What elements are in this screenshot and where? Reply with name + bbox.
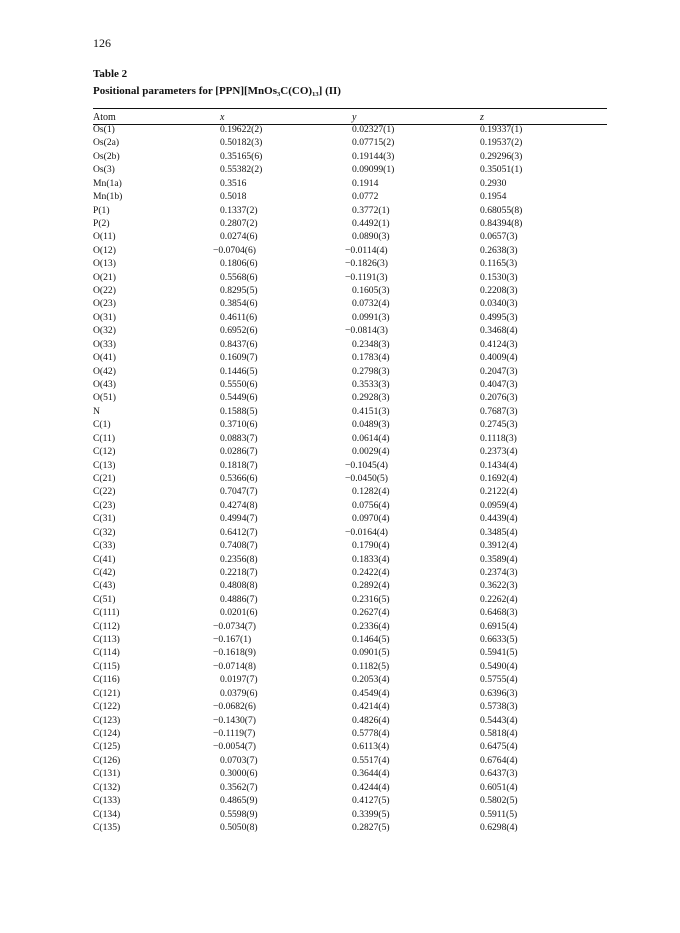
x-cell: 0.4994(7) bbox=[220, 513, 258, 525]
x-cell: 0.5366(6) bbox=[220, 472, 258, 484]
z-cell: 0.5755(4) bbox=[480, 674, 518, 686]
table-row bbox=[93, 257, 607, 270]
table-row bbox=[93, 579, 607, 592]
y-cell: 0.09099(1) bbox=[352, 164, 395, 176]
atom-cell: C(132) bbox=[93, 781, 121, 793]
x-cell: 0.55382(2) bbox=[220, 164, 263, 176]
x-cell: −0.0682(6) bbox=[213, 701, 256, 713]
z-cell: 0.7687(3) bbox=[480, 405, 518, 417]
atom-cell: C(31) bbox=[93, 513, 116, 525]
z-cell: 0.3622(3) bbox=[480, 580, 518, 592]
atom-cell: C(42) bbox=[93, 566, 116, 578]
atom-cell: C(21) bbox=[93, 472, 116, 484]
x-cell: 0.3854(6) bbox=[220, 298, 258, 310]
y-cell: −0.1045(4) bbox=[345, 459, 388, 471]
x-cell: 0.0883(7) bbox=[220, 432, 258, 444]
z-cell: 0.0657(3) bbox=[480, 231, 518, 243]
z-cell: 0.29296(3) bbox=[480, 150, 523, 162]
z-cell: 0.6468(3) bbox=[480, 607, 518, 619]
atom-cell: C(13) bbox=[93, 459, 116, 471]
x-cell: 0.3562(7) bbox=[220, 781, 258, 793]
y-cell: 0.4214(4) bbox=[352, 701, 390, 713]
table-row bbox=[93, 499, 607, 512]
atom-cell: N bbox=[93, 405, 100, 417]
x-cell: −0.0704(6) bbox=[213, 244, 256, 256]
table-label: Table 2 bbox=[93, 68, 128, 80]
atom-cell: C(113) bbox=[93, 634, 120, 646]
atom-cell: Os(2a) bbox=[93, 137, 120, 149]
y-cell: 0.2827(5) bbox=[352, 821, 390, 833]
y-cell: 0.4244(4) bbox=[352, 781, 390, 793]
table-row bbox=[93, 566, 607, 579]
z-cell: 0.1165(3) bbox=[480, 258, 518, 270]
x-cell: 0.5018 bbox=[220, 191, 247, 203]
table-row bbox=[93, 123, 607, 136]
y-cell: −0.1191(3) bbox=[345, 271, 388, 283]
atom-cell: C(124) bbox=[93, 727, 121, 739]
atom-cell: O(22) bbox=[93, 285, 116, 297]
atom-cell: C(114) bbox=[93, 647, 120, 659]
x-cell: 0.1609(7) bbox=[220, 352, 258, 364]
atom-cell: O(12) bbox=[93, 244, 116, 256]
atom-cell: Os(2b) bbox=[93, 150, 120, 162]
atom-cell: O(42) bbox=[93, 365, 116, 377]
table-row bbox=[93, 673, 607, 686]
table-row bbox=[93, 324, 607, 337]
x-cell: 0.4886(7) bbox=[220, 593, 258, 605]
z-cell: 0.84394(8) bbox=[480, 217, 523, 229]
atom-cell: C(41) bbox=[93, 553, 116, 565]
atom-cell: C(115) bbox=[93, 660, 120, 672]
x-cell: 0.5568(6) bbox=[220, 271, 258, 283]
z-cell: 0.5818(4) bbox=[480, 727, 518, 739]
table-row bbox=[93, 633, 607, 646]
x-cell: 0.1446(5) bbox=[220, 365, 258, 377]
y-cell: 0.3644(4) bbox=[352, 768, 390, 780]
z-cell: 0.2076(3) bbox=[480, 392, 518, 404]
x-cell: 0.8295(5) bbox=[220, 285, 258, 297]
x-cell: 0.0703(7) bbox=[220, 754, 258, 766]
z-cell: 0.1434(4) bbox=[480, 459, 518, 471]
x-cell: 0.3516 bbox=[220, 177, 247, 189]
y-cell: 0.6113(4) bbox=[352, 741, 390, 753]
table-header-row bbox=[93, 109, 607, 123]
x-cell: 0.5550(6) bbox=[220, 379, 258, 391]
y-cell: 0.0901(5) bbox=[352, 647, 390, 659]
x-cell: 0.4611(6) bbox=[220, 311, 258, 323]
y-cell: 0.07715(2) bbox=[352, 137, 395, 149]
y-cell: −0.0450(5) bbox=[345, 472, 388, 484]
x-cell: −0.1430(7) bbox=[213, 714, 256, 726]
table-row bbox=[93, 808, 607, 821]
x-cell: 0.0286(7) bbox=[220, 446, 258, 458]
y-cell: 0.4151(3) bbox=[352, 405, 390, 417]
atom-cell: C(111) bbox=[93, 607, 120, 619]
y-cell: 0.0772 bbox=[352, 191, 379, 203]
table-row bbox=[93, 432, 607, 445]
x-cell: 0.1337(2) bbox=[220, 204, 258, 216]
z-cell: 0.3485(4) bbox=[480, 526, 518, 538]
table-row bbox=[93, 445, 607, 458]
atom-cell: O(43) bbox=[93, 379, 116, 391]
x-cell: 0.50182(3) bbox=[220, 137, 263, 149]
table-row bbox=[93, 485, 607, 498]
atom-cell: C(135) bbox=[93, 821, 121, 833]
table-row bbox=[93, 781, 607, 794]
atom-cell: Os(1) bbox=[93, 124, 115, 135]
atom-cell: C(12) bbox=[93, 446, 116, 458]
y-cell: −0.1826(3) bbox=[345, 258, 388, 270]
y-cell: 0.0756(4) bbox=[352, 499, 390, 511]
z-cell: 0.2047(3) bbox=[480, 365, 518, 377]
x-cell: −0.1119(7) bbox=[213, 727, 256, 739]
table-row bbox=[93, 297, 607, 310]
z-cell: 0.2262(4) bbox=[480, 593, 518, 605]
y-cell: 0.3399(5) bbox=[352, 808, 390, 820]
y-cell: 0.1282(4) bbox=[352, 486, 390, 498]
atom-cell: C(133) bbox=[93, 795, 121, 807]
y-cell: −0.0164(4) bbox=[345, 526, 388, 538]
y-cell: 0.2798(3) bbox=[352, 365, 390, 377]
z-cell: 0.6475(4) bbox=[480, 741, 518, 753]
table-row bbox=[93, 512, 607, 525]
y-cell: 0.02327(1) bbox=[352, 124, 395, 135]
atom-cell: C(134) bbox=[93, 808, 121, 820]
table-row bbox=[93, 284, 607, 297]
column-header-atom: Atom bbox=[93, 112, 116, 123]
table-row bbox=[93, 553, 607, 566]
y-cell: 0.19144(3) bbox=[352, 150, 395, 162]
y-cell: 0.4826(4) bbox=[352, 714, 390, 726]
z-cell: 0.4995(3) bbox=[480, 311, 518, 323]
x-cell: 0.2807(2) bbox=[220, 217, 258, 229]
table-row bbox=[93, 472, 607, 485]
table-row bbox=[93, 177, 607, 190]
z-cell: 0.2374(3) bbox=[480, 566, 518, 578]
y-cell: 0.2892(4) bbox=[352, 580, 390, 592]
atom-cell: C(43) bbox=[93, 580, 116, 592]
x-cell: −0.167(1) bbox=[213, 634, 252, 646]
atom-cell: Mn(1a) bbox=[93, 177, 122, 189]
atom-cell: Mn(1b) bbox=[93, 191, 123, 203]
y-cell: 0.1833(4) bbox=[352, 553, 390, 565]
z-cell: 0.35051(1) bbox=[480, 164, 523, 176]
x-cell: 0.1588(5) bbox=[220, 405, 258, 417]
table-row bbox=[93, 418, 607, 431]
x-cell: 0.2218(7) bbox=[220, 566, 258, 578]
z-cell: 0.0340(3) bbox=[480, 298, 518, 310]
table-body bbox=[93, 123, 607, 834]
atom-cell: O(33) bbox=[93, 338, 116, 350]
z-cell: 0.2122(4) bbox=[480, 486, 518, 498]
y-cell: 0.0970(4) bbox=[352, 513, 390, 525]
x-cell: 0.0201(6) bbox=[220, 607, 258, 619]
y-cell: 0.2348(3) bbox=[352, 338, 390, 350]
y-cell: 0.1783(4) bbox=[352, 352, 390, 364]
atom-cell: C(32) bbox=[93, 526, 116, 538]
table-row bbox=[93, 378, 607, 391]
z-cell: 0.2745(3) bbox=[480, 419, 518, 431]
atom-cell: O(13) bbox=[93, 258, 116, 270]
y-cell: 0.1914 bbox=[352, 177, 379, 189]
y-cell: 0.4549(4) bbox=[352, 687, 390, 699]
y-cell: 0.2053(4) bbox=[352, 674, 390, 686]
table-row bbox=[93, 767, 607, 780]
y-cell: 0.2928(3) bbox=[352, 392, 390, 404]
x-cell: −0.0714(8) bbox=[213, 660, 256, 672]
table-row bbox=[93, 365, 607, 378]
x-cell: 0.1806(6) bbox=[220, 258, 258, 270]
z-cell: 0.4047(3) bbox=[480, 379, 518, 391]
z-cell: 0.6915(4) bbox=[480, 620, 518, 632]
table-row bbox=[93, 244, 607, 257]
z-cell: 0.5911(5) bbox=[480, 808, 518, 820]
table-row bbox=[93, 740, 607, 753]
z-cell: 0.19337(1) bbox=[480, 124, 523, 135]
table-row bbox=[93, 190, 607, 203]
table-row bbox=[93, 727, 607, 740]
z-cell: 0.19537(2) bbox=[480, 137, 523, 149]
atom-cell: C(122) bbox=[93, 701, 121, 713]
atom-cell: C(126) bbox=[93, 754, 121, 766]
y-cell: 0.2336(4) bbox=[352, 620, 390, 632]
atom-cell: C(121) bbox=[93, 687, 121, 699]
z-cell: 0.5738(3) bbox=[480, 701, 518, 713]
y-cell: 0.4492(1) bbox=[352, 217, 390, 229]
x-cell: 0.6412(7) bbox=[220, 526, 258, 538]
table-row bbox=[93, 526, 607, 539]
x-cell: 0.4808(8) bbox=[220, 580, 258, 592]
z-cell: 0.68055(8) bbox=[480, 204, 523, 216]
table-row bbox=[93, 539, 607, 552]
y-cell: 0.0029(4) bbox=[352, 446, 390, 458]
table-row bbox=[93, 687, 607, 700]
table-row bbox=[93, 150, 607, 163]
atom-cell: C(125) bbox=[93, 741, 121, 753]
atom-cell: P(2) bbox=[93, 217, 110, 229]
z-cell: 0.5802(5) bbox=[480, 795, 518, 807]
z-cell: 0.4439(4) bbox=[480, 513, 518, 525]
z-cell: 0.1118(3) bbox=[480, 432, 517, 444]
table-row bbox=[93, 271, 607, 284]
z-cell: 0.2638(3) bbox=[480, 244, 518, 256]
atom-cell: C(1) bbox=[93, 419, 111, 431]
z-cell: 0.6437(3) bbox=[480, 768, 518, 780]
x-cell: 0.19622(2) bbox=[220, 124, 263, 135]
x-cell: 0.0379(6) bbox=[220, 687, 258, 699]
atom-cell: O(11) bbox=[93, 231, 116, 243]
table-row bbox=[93, 351, 607, 364]
x-cell: −0.1618(9) bbox=[213, 647, 256, 659]
atom-cell: P(1) bbox=[93, 204, 110, 216]
y-cell: 0.2422(4) bbox=[352, 566, 390, 578]
z-cell: 0.4124(3) bbox=[480, 338, 518, 350]
table-row bbox=[93, 163, 607, 176]
atom-cell: C(33) bbox=[93, 540, 116, 552]
z-cell: 0.1954 bbox=[480, 191, 507, 203]
y-cell: 0.1790(4) bbox=[352, 540, 390, 552]
x-cell: 0.5449(6) bbox=[220, 392, 258, 404]
table-row bbox=[93, 821, 607, 834]
z-cell: 0.3589(4) bbox=[480, 553, 518, 565]
z-cell: 0.0959(4) bbox=[480, 499, 518, 511]
table-row bbox=[93, 405, 607, 418]
atom-cell: O(32) bbox=[93, 325, 116, 337]
table-row bbox=[93, 391, 607, 404]
z-cell: 0.3468(4) bbox=[480, 325, 518, 337]
y-cell: 0.0732(4) bbox=[352, 298, 390, 310]
page-number: 126 bbox=[93, 36, 111, 50]
x-cell: 0.4865(9) bbox=[220, 795, 258, 807]
table-row bbox=[93, 230, 607, 243]
table-row bbox=[93, 217, 607, 230]
table-row bbox=[93, 714, 607, 727]
y-cell: 0.1464(5) bbox=[352, 634, 390, 646]
atom-cell: C(131) bbox=[93, 768, 121, 780]
x-cell: 0.1818(7) bbox=[220, 459, 258, 471]
atom-cell: Os(3) bbox=[93, 164, 115, 176]
table-row bbox=[93, 754, 607, 767]
table-row bbox=[93, 136, 607, 149]
atom-cell: O(31) bbox=[93, 311, 116, 323]
atom-cell: C(112) bbox=[93, 620, 120, 632]
z-cell: 0.6051(4) bbox=[480, 781, 518, 793]
table-row bbox=[93, 311, 607, 324]
y-cell: 0.3533(3) bbox=[352, 379, 390, 391]
z-cell: 0.3912(4) bbox=[480, 540, 518, 552]
z-cell: 0.5941(5) bbox=[480, 647, 518, 659]
y-cell: −0.0814(3) bbox=[345, 325, 388, 337]
column-header-x: x bbox=[220, 112, 225, 123]
z-cell: 0.2373(4) bbox=[480, 446, 518, 458]
atom-cell: O(41) bbox=[93, 352, 116, 364]
y-cell: 0.1182(5) bbox=[352, 660, 390, 672]
table-row bbox=[93, 606, 607, 619]
x-cell: 0.35165(6) bbox=[220, 150, 263, 162]
table-row bbox=[93, 794, 607, 807]
table-row bbox=[93, 593, 607, 606]
table-row bbox=[93, 700, 607, 713]
x-cell: 0.2356(8) bbox=[220, 553, 258, 565]
x-cell: −0.0054(7) bbox=[213, 741, 256, 753]
z-cell: 0.1692(4) bbox=[480, 472, 518, 484]
y-cell: 0.1605(3) bbox=[352, 285, 390, 297]
y-cell: 0.0489(3) bbox=[352, 419, 390, 431]
atom-cell: O(23) bbox=[93, 298, 116, 310]
z-cell: 0.6633(5) bbox=[480, 634, 518, 646]
x-cell: 0.3000(6) bbox=[220, 768, 258, 780]
y-cell: 0.0890(3) bbox=[352, 231, 390, 243]
y-cell: 0.5778(4) bbox=[352, 727, 390, 739]
table-row bbox=[93, 338, 607, 351]
atom-cell: C(116) bbox=[93, 674, 120, 686]
y-cell: 0.3772(1) bbox=[352, 204, 390, 216]
y-cell: 0.2627(4) bbox=[352, 607, 390, 619]
y-cell: −0.0114(4) bbox=[345, 244, 388, 256]
column-header-y: y bbox=[352, 112, 357, 123]
x-cell: 0.3710(6) bbox=[220, 419, 258, 431]
atom-cell: O(21) bbox=[93, 271, 116, 283]
atom-cell: O(51) bbox=[93, 392, 116, 404]
z-cell: 0.5443(4) bbox=[480, 714, 518, 726]
z-cell: 0.2930 bbox=[480, 177, 507, 189]
table-row bbox=[93, 646, 607, 659]
x-cell: 0.5050(8) bbox=[220, 821, 258, 833]
z-cell: 0.6298(4) bbox=[480, 821, 518, 833]
z-cell: 0.1530(3) bbox=[480, 271, 518, 283]
y-cell: 0.4127(5) bbox=[352, 795, 390, 807]
x-cell: 0.8437(6) bbox=[220, 338, 258, 350]
z-cell: 0.4009(4) bbox=[480, 352, 518, 364]
x-cell: 0.6952(6) bbox=[220, 325, 258, 337]
x-cell: 0.0274(6) bbox=[220, 231, 258, 243]
y-cell: 0.0991(3) bbox=[352, 311, 390, 323]
x-cell: 0.0197(7) bbox=[220, 674, 258, 686]
table-row bbox=[93, 620, 607, 633]
z-cell: 0.6764(4) bbox=[480, 754, 518, 766]
y-cell: 0.2316(5) bbox=[352, 593, 390, 605]
table-row bbox=[93, 660, 607, 673]
positional-parameters-table bbox=[93, 109, 607, 834]
z-cell: 0.5490(4) bbox=[480, 660, 518, 672]
atom-cell: C(123) bbox=[93, 714, 121, 726]
atom-cell: C(51) bbox=[93, 593, 116, 605]
table-row bbox=[93, 204, 607, 217]
z-cell: 0.6396(3) bbox=[480, 687, 518, 699]
atom-cell: C(23) bbox=[93, 499, 116, 511]
x-cell: 0.4274(8) bbox=[220, 499, 258, 511]
atom-cell: C(11) bbox=[93, 432, 116, 444]
x-cell: 0.7408(7) bbox=[220, 540, 258, 552]
z-cell: 0.2208(3) bbox=[480, 285, 518, 297]
y-cell: 0.5517(4) bbox=[352, 754, 390, 766]
table-caption: Positional parameters for [PPN][MnOs₃C(CO)₁₃] (II) bbox=[93, 85, 341, 97]
x-cell: −0.0734(7) bbox=[213, 620, 256, 632]
x-cell: 0.7047(7) bbox=[220, 486, 258, 498]
x-cell: 0.5598(9) bbox=[220, 808, 258, 820]
y-cell: 0.0614(4) bbox=[352, 432, 390, 444]
table-row bbox=[93, 459, 607, 472]
column-header-z: z bbox=[480, 112, 484, 123]
atom-cell: C(22) bbox=[93, 486, 116, 498]
